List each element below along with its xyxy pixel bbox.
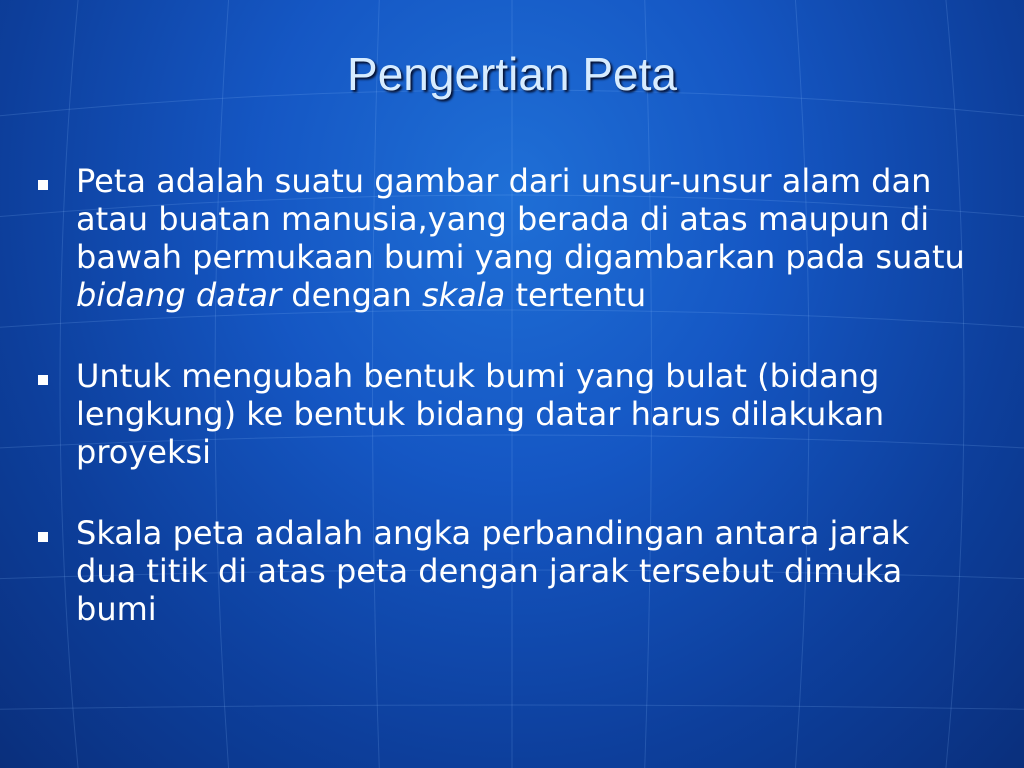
bullet-item xyxy=(36,357,976,471)
bullet-text: Untuk mengubah bentuk bumi yang bulat (bidang lengkung) ke bentuk bidang datar harus dilakukan proyeksi xyxy=(76,357,885,471)
square-bullet-icon xyxy=(38,180,48,190)
bullet-text-part: dengan xyxy=(281,276,422,314)
square-bullet-icon xyxy=(38,532,48,542)
bullet-italic-term: bidang datar xyxy=(76,276,282,314)
bullet-text: Skala peta adalah angka perbandingan antara jarak dua titik di atas peta dengan jarak tersebut dimuka bumi xyxy=(76,514,910,628)
bullet-text-part: Peta adalah suatu gambar dari unsur-unsur alam dan atau buatan manusia,yang berada di atas maupun di bawah permukaan bumi yang digambarkan pada suatu xyxy=(76,162,965,276)
square-bullet-icon xyxy=(38,375,48,385)
bullet-text-part: tertentu xyxy=(505,276,647,314)
bullet-text xyxy=(76,162,965,314)
slide-title: Pengertian Peta xyxy=(347,48,677,100)
bullet-list xyxy=(36,162,976,628)
bullet-italic-term: skala xyxy=(421,276,506,314)
bullet-item xyxy=(36,514,976,628)
bullet-item xyxy=(36,162,976,314)
